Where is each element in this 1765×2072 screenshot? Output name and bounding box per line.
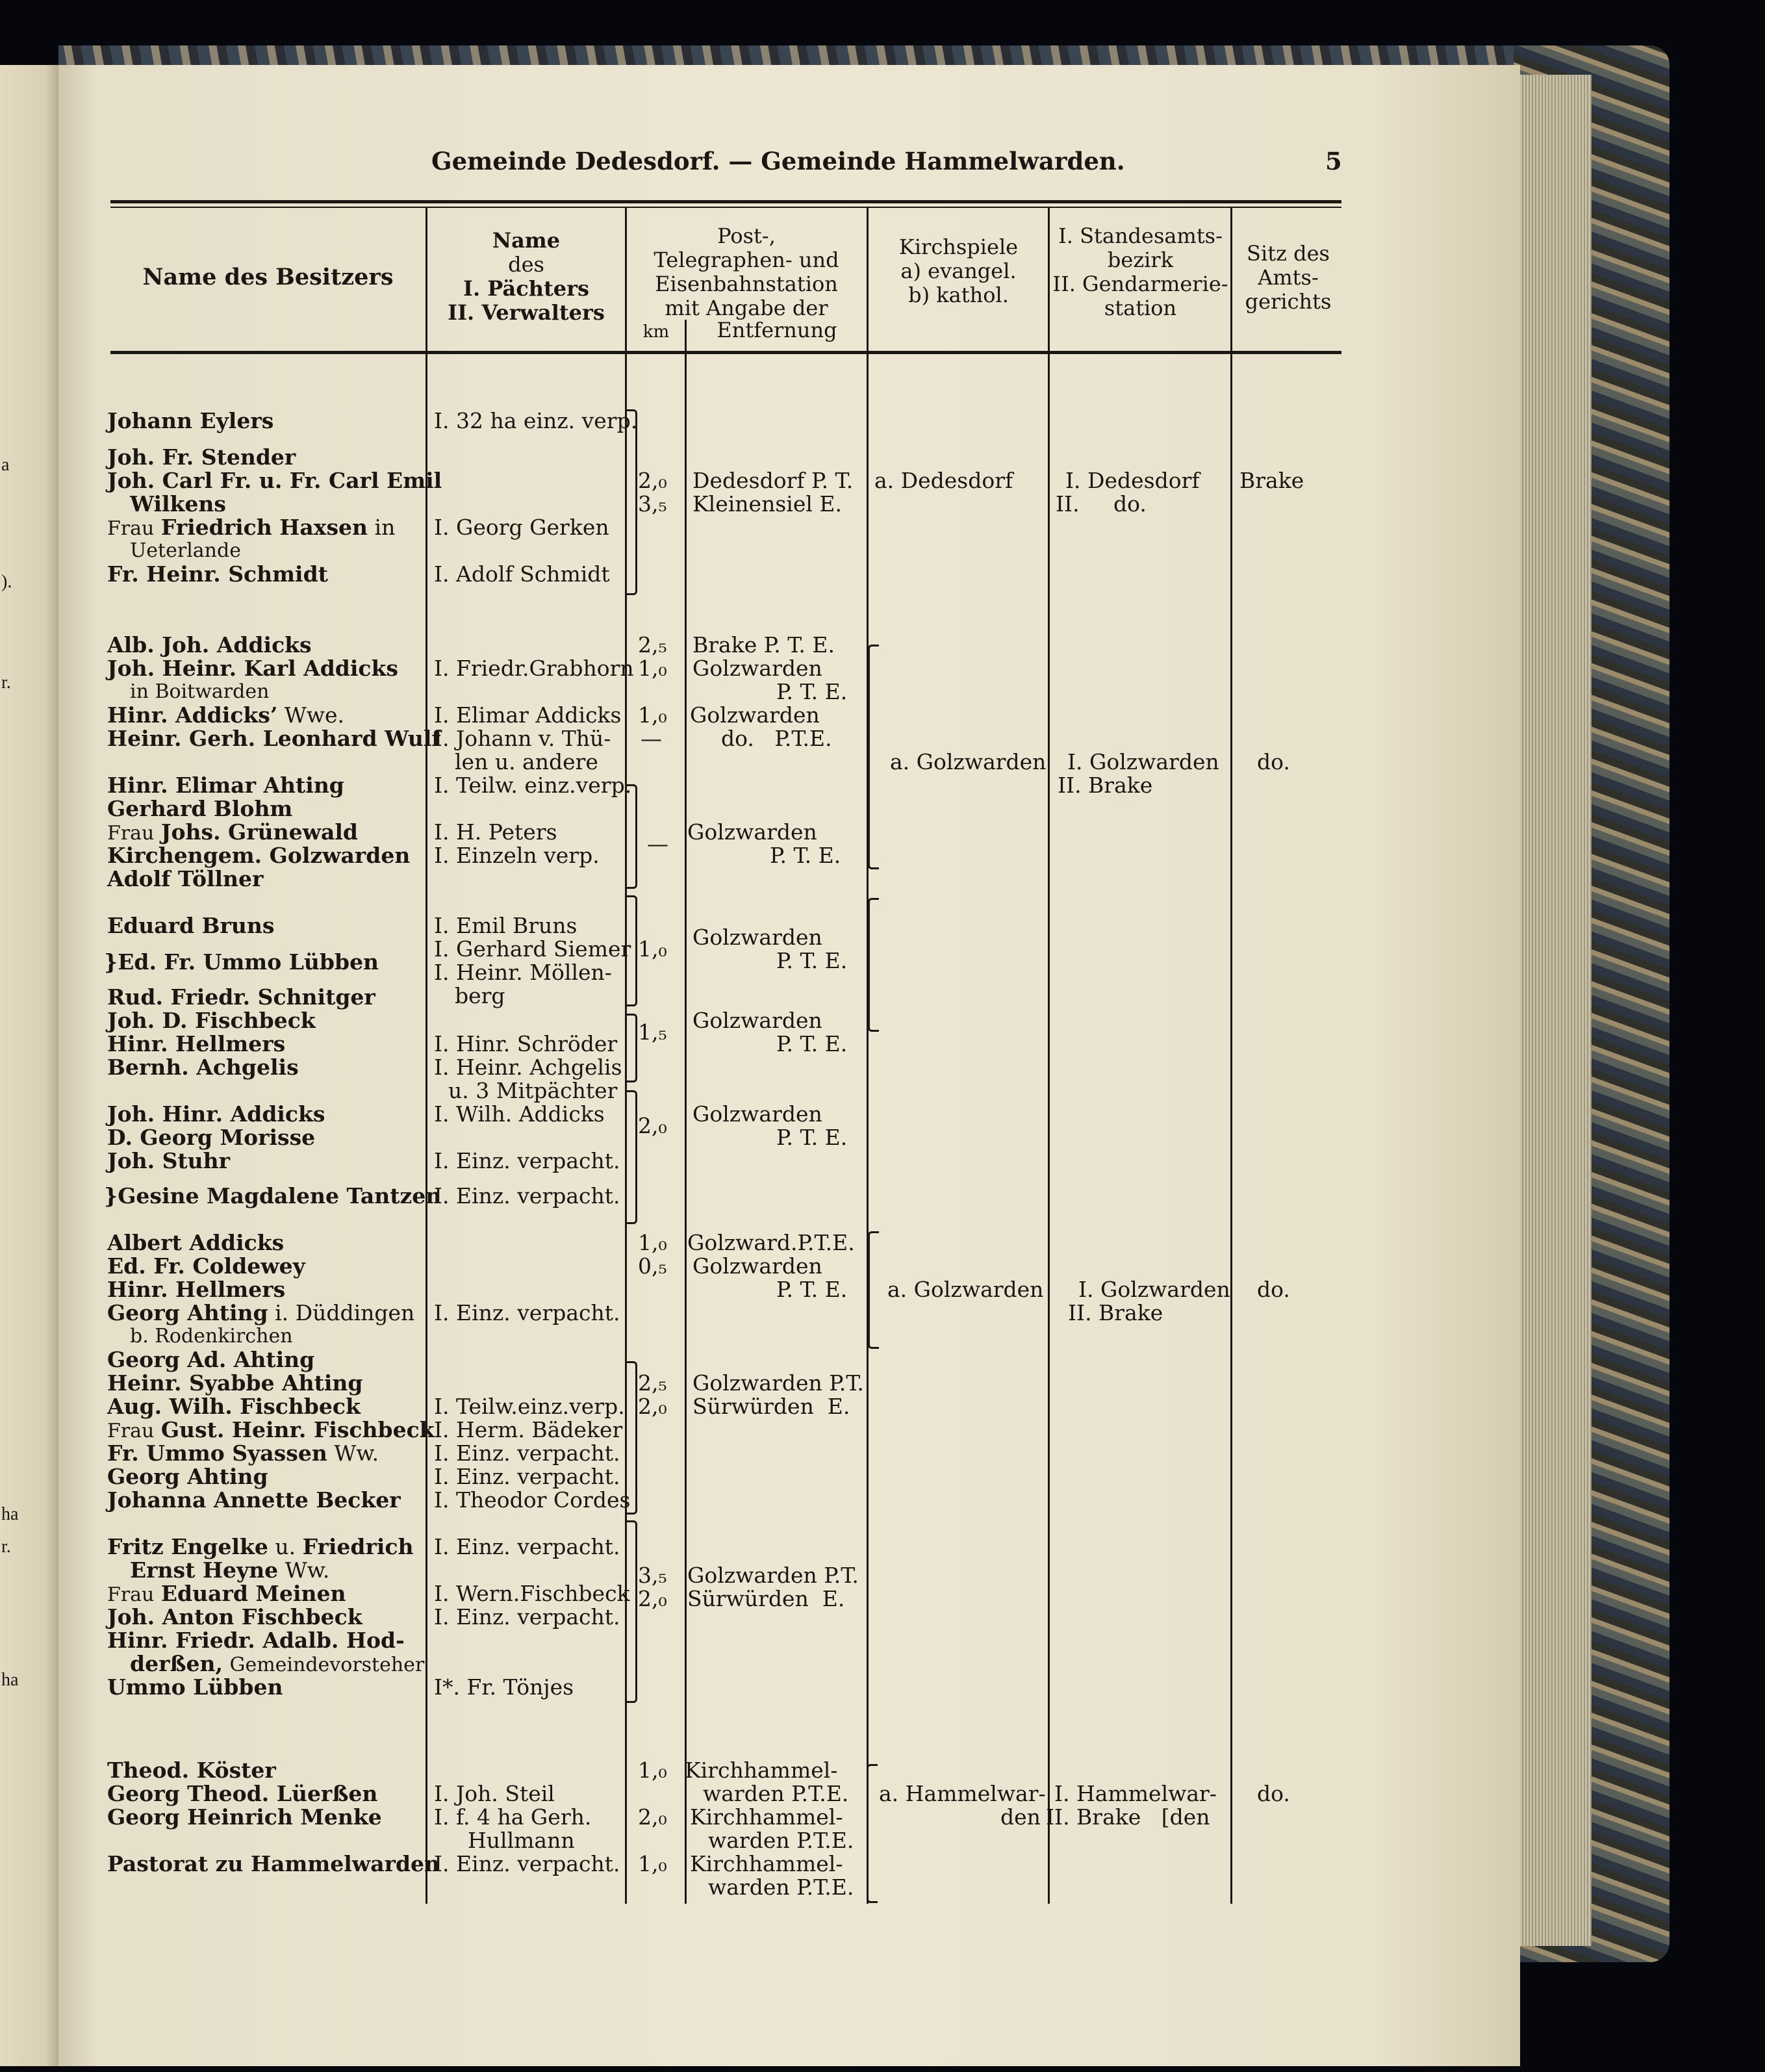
parish: a. Golzwarden — [890, 749, 1047, 774]
post-station: Golzwarden — [690, 702, 820, 728]
column-header-registry: I. Standesamts- bezirk II. Gendarmerie- station — [1052, 224, 1228, 320]
tenant-entry: I. f. 4 ha Gerh. — [434, 1804, 592, 1830]
owner-name: Heinr. Syabbe Ahting — [107, 1370, 363, 1396]
owner-name: Georg Ahting — [107, 1300, 268, 1325]
owner-name: Theod. Köster — [107, 1758, 276, 1783]
distance-km: 2,₀ — [638, 1394, 667, 1419]
owner-name: Kirchengem. Golzwarden — [107, 843, 411, 868]
owner-name: Hinr. Hellmers — [107, 1277, 286, 1302]
post-station: P. T. E. — [770, 843, 841, 868]
tenant-entry: I. Herm. Bädeker — [434, 1417, 623, 1442]
owner-name: Johanna Annette Becker — [107, 1487, 401, 1513]
owner-name: }Ed. Fr. Ummo Lübben — [104, 949, 379, 975]
gendarmerie-station: II. Brake — [1058, 773, 1153, 798]
owner-name: Joh. Stuhr — [107, 1148, 231, 1173]
owner-note: b. Rodenkirchen — [130, 1325, 293, 1348]
gendarmerie-station: II. Brake — [1068, 1300, 1163, 1325]
header-rule-thick — [110, 200, 1341, 203]
grouping-brace — [626, 1014, 637, 1082]
owner-name: Heinr. Gerh. Leonhard Wulf — [107, 726, 441, 751]
post-station: Sürwürden E. — [687, 1586, 845, 1611]
tenant-entry: I. Theodor Cordes — [434, 1487, 631, 1513]
tenant-entry: I. Wilh. Addicks — [434, 1101, 605, 1127]
tenant-entry: I. Emil Bruns — [434, 913, 578, 938]
parish: a. Dedesdorf — [874, 468, 1013, 493]
grouping-brace — [626, 895, 637, 1006]
court-seat: do. — [1257, 1277, 1290, 1302]
grouping-brace — [868, 1231, 879, 1349]
margin-fragment: ). — [1, 572, 12, 592]
owner-note: Ueterlande — [130, 539, 241, 562]
tenant-entry: u. 3 Mitpächter — [448, 1078, 618, 1103]
court-seat: do. — [1257, 1781, 1290, 1806]
owner-name: Georg Theod. Lüerßen — [107, 1781, 378, 1806]
distance-km: — — [647, 831, 668, 856]
court-seat: do. — [1257, 749, 1290, 774]
column-divider — [425, 208, 427, 1904]
tenant-entry: I. Adolf Schmidt — [434, 561, 610, 587]
owner-name: Wilkens — [130, 491, 226, 517]
tenant-entry: I. Joh. Steil — [434, 1781, 555, 1806]
owner-note: Wwe. — [284, 702, 345, 728]
owner-name: Joh. Hinr. Addicks — [107, 1101, 325, 1127]
grouping-brace — [867, 1764, 878, 1903]
post-station: warden P.T.E. — [703, 1781, 849, 1806]
owner-name: Joh. Fr. Stender — [107, 444, 296, 470]
owner-name: Hinr. Friedr. Adalb. Hod- — [107, 1628, 405, 1653]
distance-km: 0,₅ — [638, 1253, 667, 1279]
column-header-parish: Kirchspiele a) evangel. b) kathol. — [898, 235, 1019, 307]
post-station: Golzwarden — [692, 1253, 822, 1279]
distance-km: 1,₀ — [638, 1851, 667, 1876]
post-station: Golzwarden — [692, 1101, 822, 1127]
tenant-entry: I. H. Peters — [434, 819, 557, 845]
owner-name: Albert Addicks — [107, 1230, 285, 1255]
margin-fragment: a — [1, 455, 10, 475]
grouping-brace — [626, 1361, 637, 1515]
owner-note: i. Düddingen — [275, 1300, 415, 1325]
margin-fragment: r. — [1, 672, 11, 693]
post-station: Sürwürden E. — [692, 1394, 850, 1419]
tenant-entry: I. Wern.Fischbeck — [434, 1581, 630, 1606]
tenant-entry: Hullmann — [468, 1828, 575, 1853]
owner-name: Joh. Carl Fr. u. Fr. Carl Emil — [107, 468, 442, 493]
owner-name: Gust. Heinr. Fischbeck — [160, 1417, 435, 1442]
owner-name: Gerhard Blohm — [107, 796, 293, 821]
owner-name: Ernst Heyne — [130, 1557, 279, 1583]
distance-km: 1,₀ — [638, 936, 667, 962]
owner-name: Joh. Anton Fischbeck — [107, 1604, 362, 1630]
column-header-post: Post-, Telegraphen- und Eisenbahnstation mit Angabe der — [654, 224, 839, 320]
post-station: warden P.T.E. — [708, 1828, 854, 1853]
post-station: P. T. E. — [776, 1031, 848, 1056]
header-rule-thin — [110, 207, 1341, 208]
distance-km: 3,₅ — [638, 491, 667, 517]
distance-km: 2,₀ — [638, 1804, 667, 1830]
owner-note: in Boitwarden — [130, 680, 270, 703]
parish: den — [1000, 1804, 1041, 1830]
tenant-entry: I. Einz. verpacht. — [434, 1464, 620, 1489]
gendarmerie-station: II. do. — [1056, 491, 1147, 517]
distance-km: 1,₀ — [638, 1230, 667, 1255]
distance-km: 2,₀ — [638, 1113, 667, 1138]
owner-name: Friedrich Haxsen — [160, 515, 368, 540]
post-station: Golzwarden — [687, 819, 817, 845]
tenant-entry: I. Einz. verpacht. — [434, 1534, 620, 1559]
column-header-km: km — [642, 322, 670, 342]
owner-name: Pastorat zu Hammelwarden — [107, 1851, 440, 1876]
owner-name: Friedrich — [302, 1534, 414, 1559]
tenant-entry: berg — [455, 983, 505, 1008]
running-header: Gemeinde Dedesdorf. — Gemeinde Hammelwarden. — [431, 147, 1125, 175]
owner-note: Ww. — [334, 1440, 379, 1466]
distance-km: 3,₅ — [638, 1563, 667, 1588]
column-divider — [867, 208, 869, 1904]
margin-fragment: ha — [1, 1504, 19, 1524]
parish: a. Golzwarden — [887, 1277, 1044, 1302]
post-station: Kirchhammel- — [690, 1804, 843, 1830]
distance-km: 1,₀ — [638, 1758, 667, 1783]
page-block-edges — [1514, 75, 1592, 1946]
tenant-entry: I. Teilw. einz.verp. — [434, 773, 632, 798]
owner-note: in — [374, 515, 396, 540]
parish: a. Hammelwar- — [879, 1781, 1046, 1806]
column-divider — [685, 320, 687, 1904]
owner-note: u. — [275, 1534, 296, 1559]
post-station: Golzwarden — [692, 925, 822, 950]
tenant-entry: I. Einz. verpacht. — [434, 1604, 620, 1630]
post-station: Brake P. T. E. — [692, 632, 835, 658]
owner-name: Georg Ahting — [107, 1464, 268, 1489]
owner-name: Fritz Engelke — [107, 1534, 268, 1559]
post-station: warden P.T.E. — [708, 1874, 854, 1900]
column-header-rule — [110, 351, 1341, 354]
tenant-entry: I. Friedr.Grabhorn — [434, 656, 634, 681]
owner-title: Frau — [107, 822, 155, 845]
owner-name: Hinr. Addicks’ — [107, 702, 278, 728]
owner-name: Ed. Fr. Coldewey — [107, 1253, 305, 1279]
distance-km: 2,₅ — [638, 632, 667, 658]
owner-note: Ww. — [285, 1557, 330, 1583]
owner-note: Gemeindevorsteher — [229, 1654, 425, 1676]
owner-name: Hinr. Elimar Ahting — [107, 773, 344, 798]
grouping-brace — [626, 409, 637, 595]
grouping-brace — [626, 784, 637, 889]
distance-km: 1,₀ — [638, 702, 667, 728]
post-station: P. T. E. — [776, 948, 848, 973]
owner-name: Georg Ad. Ahting — [107, 1347, 315, 1372]
gendarmerie-station: II. Brake [den — [1046, 1804, 1210, 1830]
registry-office: I. Dedesdorf — [1065, 468, 1200, 493]
owner-name: Alb. Joh. Addicks — [107, 632, 312, 658]
post-station: Kirchhammel- — [690, 1851, 843, 1876]
tenant-entry: I. 32 ha einz. verp. — [434, 408, 638, 433]
owner-name: Rud. Friedr. Schnitger — [107, 984, 375, 1010]
post-station: Kirchhammel- — [685, 1758, 838, 1783]
column-header-court: Sitz des Amts- gerichts — [1245, 241, 1332, 314]
distance-km: 1,₀ — [638, 656, 667, 681]
tenant-entry: I. Hinr. Schröder — [434, 1031, 618, 1056]
owner-name: Bernh. Achgelis — [107, 1055, 299, 1080]
grouping-brace — [868, 898, 879, 1032]
registry-office: I. Golzwarden — [1078, 1277, 1230, 1302]
post-station: P. T. E. — [776, 679, 848, 704]
owner-name: D. Georg Morisse — [107, 1125, 316, 1150]
owner-name: Johann Eylers — [107, 408, 274, 433]
tenant-entry: I. Elimar Addicks — [434, 702, 622, 728]
post-station: P. T. E. — [776, 1277, 848, 1302]
margin-fragment: ha — [1, 1670, 19, 1690]
previous-page-edge — [0, 65, 65, 2066]
owner-name: Aug. Wilh. Fischbeck — [107, 1394, 361, 1419]
distance-km: 1,₅ — [638, 1019, 667, 1045]
distance-km: 2,₀ — [638, 468, 667, 493]
post-station: Golzwarden P.T. — [692, 1370, 864, 1396]
post-station: Dedesdorf P. T. — [692, 468, 854, 493]
tenant-entry: I. Heinr. Achgelis — [434, 1055, 622, 1080]
owner-name: Eduard Meinen — [160, 1581, 346, 1606]
registry-office: I. Golzwarden — [1067, 749, 1219, 774]
post-station: Golzwarden — [692, 656, 822, 681]
grouping-brace — [626, 1090, 637, 1224]
margin-fragment: r. — [1, 1537, 11, 1557]
owner-name: Georg Heinrich Menke — [107, 1804, 382, 1830]
column-divider — [1230, 208, 1232, 1904]
owner-name: Hinr. Hellmers — [107, 1031, 286, 1056]
tenant-entry: I. Johann v. Thü- — [434, 726, 611, 751]
owner-title: Frau — [107, 1583, 155, 1606]
post-station: P. T. E. — [776, 1125, 848, 1150]
column-divider — [1048, 208, 1050, 1904]
grouping-brace — [868, 645, 879, 869]
owner-name: Johs. Grünewald — [160, 819, 358, 845]
owner-name: Joh. Heinr. Karl Addicks — [107, 656, 398, 681]
tenant-entry: I. Einzeln verp. — [434, 843, 600, 868]
distance-km: 2,₅ — [638, 1370, 667, 1396]
tenant-entry: I. Georg Gerken — [434, 515, 609, 540]
grouping-brace — [626, 1520, 637, 1703]
tenant-entry: I*. Fr. Tönjes — [434, 1674, 574, 1700]
owner-name: Eduard Bruns — [107, 913, 275, 938]
distance-km: 2,₀ — [638, 1586, 667, 1611]
tenant-entry: I. Einz. verpacht. — [434, 1300, 620, 1325]
tenant-entry: I. Einz. verpacht. — [434, 1183, 620, 1209]
post-station: Kleinensiel E. — [692, 491, 842, 517]
tenant-entry: I. Einz. verpacht. — [434, 1851, 620, 1876]
post-station: Golzwarden P.T. — [687, 1563, 859, 1588]
tenant-entry: I. Teilw.einz.verp. — [434, 1394, 625, 1419]
tenant-entry: I. Gerhard Siemer — [434, 936, 631, 962]
owner-title: Frau — [107, 517, 155, 540]
owner-name: }Gesine Magdalene Tantzen — [104, 1183, 442, 1209]
registry-office: I. Hammelwar- — [1054, 1781, 1217, 1806]
column-header-tenant: Name des I. Pächters II. Verwalters — [448, 228, 605, 325]
post-station: Golzwarden — [692, 1008, 822, 1033]
owner-name: derßen, — [130, 1651, 223, 1676]
owner-name: Adolf Töllner — [107, 866, 264, 891]
distance-km: — — [641, 726, 662, 751]
tenant-entry: I. Einz. verpacht. — [434, 1440, 620, 1466]
tenant-entry: I. Einz. verpacht. — [434, 1148, 620, 1173]
column-header-distance: Entfernung — [717, 318, 837, 342]
court-seat: Brake — [1239, 468, 1304, 493]
page-number: 5 — [1325, 147, 1342, 175]
post-station: Golzward.P.T.E. — [687, 1230, 855, 1255]
tenant-entry: I. Heinr. Möllen- — [434, 960, 612, 985]
owner-name: Ummo Lübben — [107, 1674, 283, 1700]
tenant-entry: len u. andere — [455, 749, 598, 774]
owner-name: Fr. Heinr. Schmidt — [107, 561, 328, 587]
post-station: do. P.T.E. — [721, 726, 832, 751]
column-header-owner: Name des Besitzers — [142, 264, 394, 290]
owner-name: Joh. D. Fischbeck — [107, 1008, 316, 1033]
owner-title: Frau — [107, 1420, 155, 1442]
owner-name: Fr. Ummo Syassen — [107, 1440, 327, 1466]
